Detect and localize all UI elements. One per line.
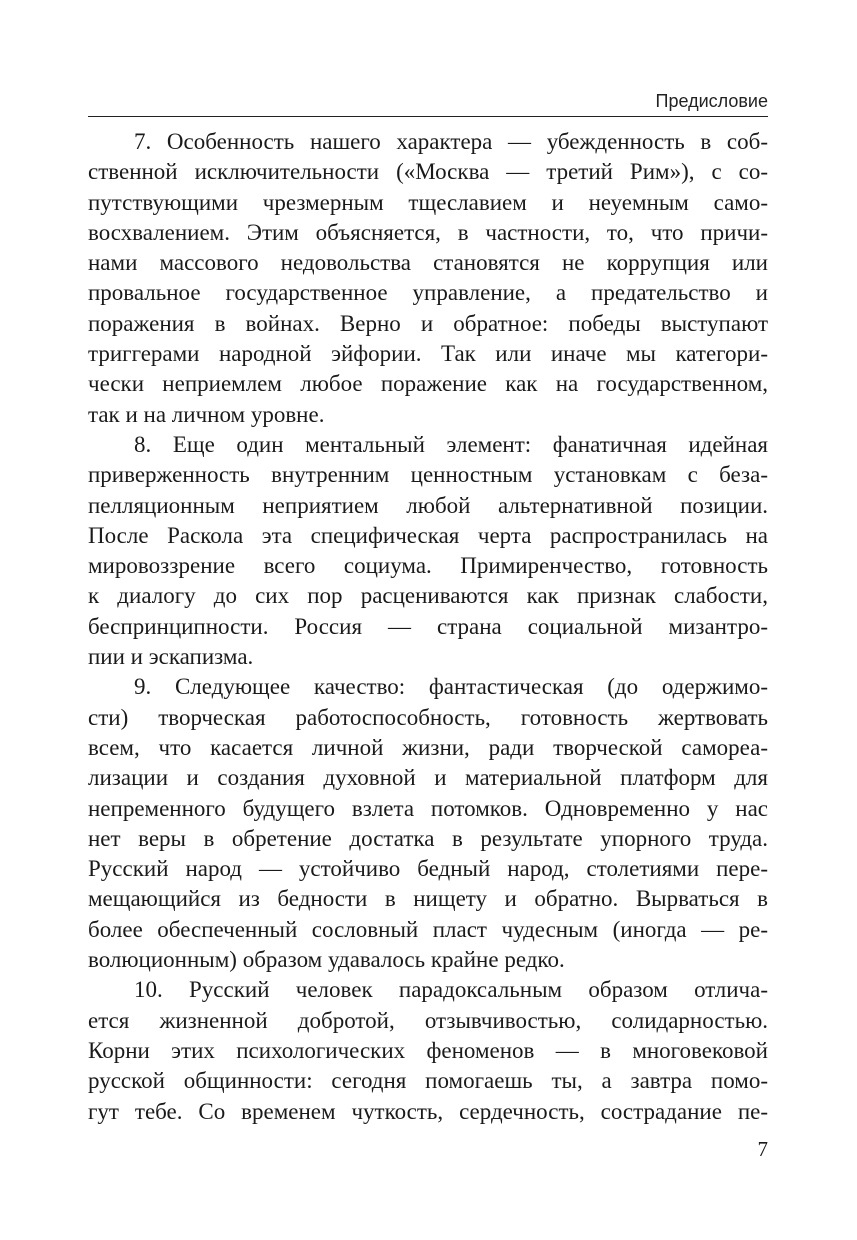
text-line: восхвалением. Этим объясняется, в частности, то, что причи-: [88, 219, 768, 245]
text-line: ется жизненной добротой, отзывчивостью, солидарностью.: [88, 1007, 768, 1033]
text-line: волюционным) образом удавалось крайне редко.: [88, 947, 565, 973]
paragraph-8: [88, 430, 768, 672]
text-line: мещающийся из бедности в нищету и обратно. Вырваться в: [88, 886, 768, 912]
text-line: триггерами народной эйфории. Так или иначе мы категори-: [88, 341, 768, 367]
text-line: поражения в войнах. Верно и обратное: победы выступают: [88, 310, 768, 336]
text-line: 8. Еще один ментальный элемент: фанатичная идейная: [134, 431, 768, 457]
text-line: нами массового недовольства становятся не коррупция или: [88, 250, 768, 276]
text-line: пии и эскапизма.: [88, 644, 254, 670]
text-line: Корни этих психологических феноменов — в многовековой: [88, 1037, 768, 1063]
text-line: пелляционным неприятием любой альтернативной позиции.: [88, 492, 768, 518]
page-number: 7: [757, 1137, 768, 1161]
paragraph-10: [88, 975, 768, 1126]
text-line: приверженность внутренним ценностным установкам с безa-: [88, 462, 768, 488]
text-line: ственной исключительности («Москва — третий Рим»), с со-: [88, 159, 768, 185]
text-line: русской общинности: сегодня помогаешь ты, а завтра помо-: [88, 1068, 768, 1094]
text-line: провальное государственное управление, а предательство и: [88, 280, 768, 306]
text-line: к диалогу до сих пор расцениваются как признак слабости,: [88, 583, 768, 609]
header-rule: [88, 116, 768, 117]
text-line: так и на личном уровне.: [88, 401, 325, 427]
text-line: беспринципности. Россия — страна социальной мизантро-: [88, 613, 768, 639]
text-line: нет веры в обретение достатка в результате упорного труда.: [88, 825, 768, 851]
text-line: чески неприемлем любое поражение как на государственном,: [88, 371, 768, 397]
text-line: 10. Русский человек парадоксальным образом отлича-: [134, 977, 768, 1003]
body-text: [88, 127, 768, 1127]
text-line: После Раскола эта специфическая черта распространилась на: [88, 522, 768, 548]
text-line: лизации и создания духовной и материальной платформ для: [88, 765, 768, 791]
text-line: сти) творческая работоспособность, готовность жертвовать: [88, 704, 768, 730]
text-line: непременного будущего взлета потомков. Одновременно у нас: [88, 795, 768, 821]
text-line: 7. Особенность нашего характера — убежденность в соб-: [134, 129, 768, 154]
text-line: мировоззрение всего социума. Примиренчество, готовность: [88, 553, 768, 579]
text-line: Русский народ — устойчиво бедный народ, столетиями пере-: [88, 856, 768, 882]
paragraph-7: [88, 127, 768, 430]
text-line: 9. Следующее качество: фантастическая (до одержимо-: [134, 674, 768, 700]
running-head-title: Предисловие: [655, 91, 768, 111]
text-line: более обеспеченный сословный пласт чудесным (иногда — ре-: [88, 916, 768, 942]
text-line: путствующими чрезмерным тщеславием и неуемным само-: [88, 189, 768, 215]
paragraph-9: [88, 672, 768, 975]
text-line: гут тебе. Со временем чуткость, сердечность, сострадание пе-: [88, 1098, 768, 1124]
text-line: всем, что касается личной жизни, ради творческой самореа-: [88, 734, 768, 760]
